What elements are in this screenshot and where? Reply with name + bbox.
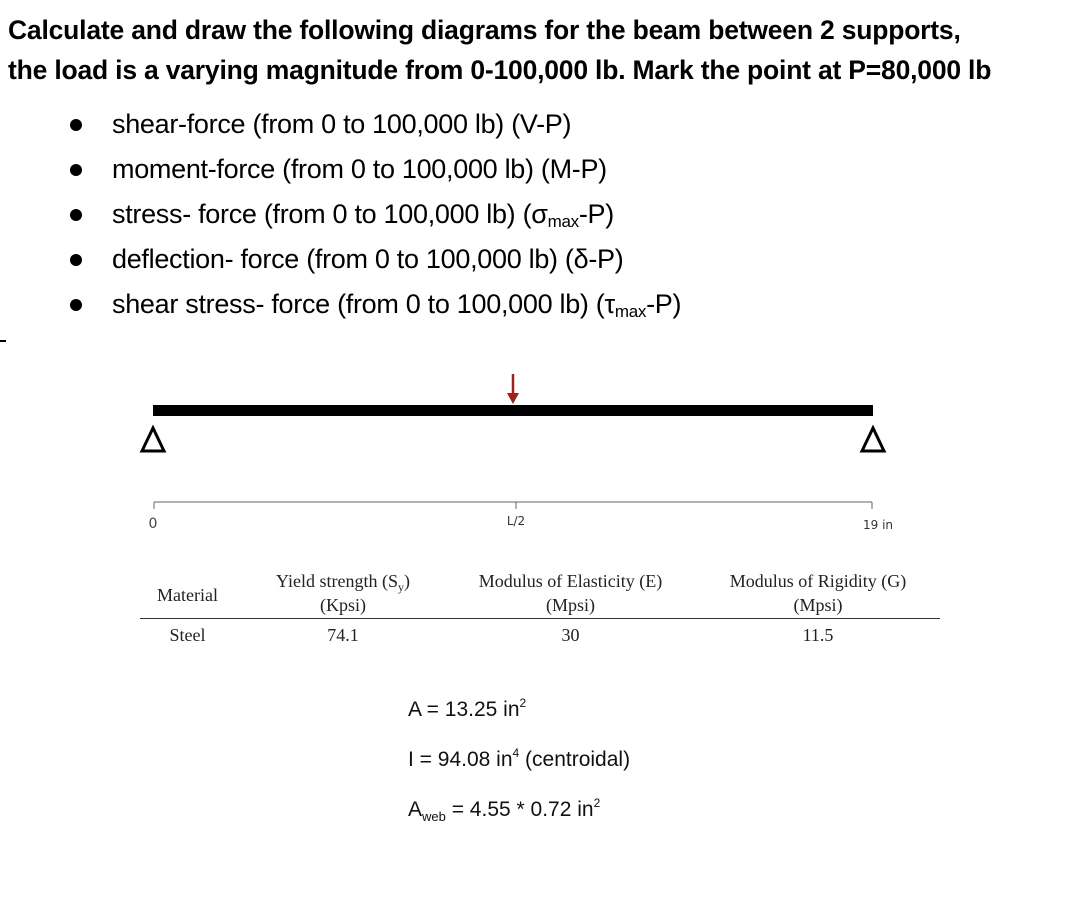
list-item-text: deflection- force (from 0 to 100,000 lb) (δ-P): [112, 244, 624, 274]
table-header-elasticity-unit: (Mpsi): [546, 595, 595, 615]
web-area-subscript: web: [422, 809, 446, 824]
web-area-property: [408, 796, 630, 846]
area-property: [408, 696, 630, 746]
list-item-text: shear-force (from 0 to 100,000 lb) (V-P): [112, 109, 572, 139]
table-cell-yield: 74.1: [327, 625, 359, 645]
table-header-yield-subscript: y: [398, 580, 404, 594]
table-cell-elasticity: 30: [561, 625, 580, 645]
list-item-tail: -P): [646, 289, 682, 319]
table-header-yield-unit: (Kpsi): [320, 595, 366, 615]
list-item-subscript: max: [547, 211, 579, 231]
list-item-text: shear stress- force (from 0 to 100,000 lb) (τ: [112, 289, 615, 319]
web-area-exponent: 2: [593, 796, 601, 810]
table-header-rigidity-unit: (Mpsi): [793, 595, 843, 615]
table-header-yield-close: ): [404, 571, 410, 591]
table-divider: [140, 618, 940, 619]
section-properties: [408, 696, 630, 846]
problem-statement-line-2: the load is a varying magnitude from 0-100,000 lb. Mark the point at P=80,000 lb: [8, 55, 992, 85]
dimension-label-start: 0: [148, 516, 158, 532]
table-header-yield-text: Yield strength (S: [276, 571, 398, 591]
table-cell-rigidity: 11.5: [802, 625, 834, 645]
area-exponent: 2: [519, 696, 527, 710]
dimension-label-end: 19 in: [862, 518, 894, 532]
web-area-symbol: A: [408, 798, 423, 821]
problem-statement-line-1: Calculate and draw the following diagrams for the beam between 2 supports,: [8, 15, 961, 45]
list-item-tail: -P): [578, 199, 614, 229]
dimension-label-mid: L/2: [506, 514, 526, 528]
table-header-material: Material: [157, 585, 218, 605]
inertia-exponent: 4: [512, 746, 520, 760]
inertia-value: I = 94.08 in: [408, 748, 513, 771]
list-item-text: moment-force (from 0 to 100,000 lb) (M-P): [112, 154, 607, 184]
list-item-text: stress- force (from 0 to 100,000 lb) (σ: [112, 199, 548, 229]
inertia-note: (centroidal): [519, 748, 631, 771]
table-header-elasticity: Modulus of Elasticity (E): [478, 571, 663, 591]
inertia-property: [408, 746, 630, 796]
web-area-value: = 4.55 * 0.72 in: [445, 798, 594, 821]
table-cell-material: Steel: [169, 625, 206, 645]
area-value: A = 13.25 in: [408, 698, 520, 721]
list-item-subscript: max: [614, 301, 647, 321]
table-header-rigidity: Modulus of Rigidity (G): [729, 571, 907, 591]
